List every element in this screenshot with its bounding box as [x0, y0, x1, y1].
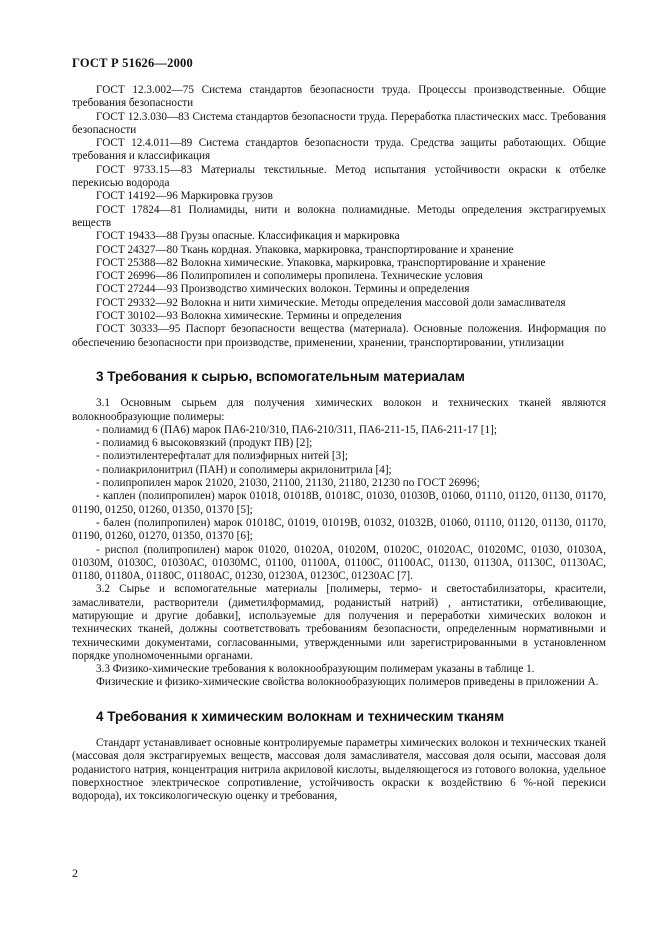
reference-item: ГОСТ 12.3.002—75 Система стандартов безопасности труда. Процессы производственные. Общие требования безопасности [72, 84, 606, 110]
reference-item: ГОСТ 27244—93 Производство химических волокон. Термины и определения [96, 283, 470, 296]
reference-item: ГОСТ 29332—92 Волокна и нити химические. Методы определения массовой доли замасливателя [96, 296, 566, 309]
paragraph-3-3-annex: Физические и физико-химические свойства волокнообразующих полимеров приведены в приложении А. [96, 676, 599, 689]
reference-item: ГОСТ 26996—86 Полипропилен и сополимеры пропилена. Технические условия [96, 270, 483, 283]
reference-item: ГОСТ 14192—96 Маркировка грузов [96, 190, 273, 203]
section-3-title: 3 Требования к сырью, вспомогательным материалам [96, 368, 465, 384]
polymer-list-item: - бален (полипропилен) марок 01018С, 01019, 01019В, 01032, 01032В, 01060, 01110, 01120, 01130, 01170, 01190, 01260, 01270, 01350, 01370 [6]; [72, 516, 606, 543]
polymer-list-item: - полипропилен марок 21020, 21030, 21100, 21130, 21180, 21230 по ГОСТ 26996; [96, 477, 480, 490]
reference-item: ГОСТ 30333—95 Паспорт безопасности вещества (материала). Основные положения. Информация по обеспечению безопасности при производстве, применении, хранении, транспортировании, утилизации [72, 323, 606, 349]
reference-item: ГОСТ 9733.15—83 Материалы текстильные. Метод испытания устойчивости окраски к отбелке перекисью водорода [72, 163, 606, 190]
polymer-list-item: - риспол (полипропилен) марок 01020, 01020А, 01020М, 01020С, 01020АС, 01020МС, 01030, 01030А, 01030М, 01030С, 01030АС, 01030МС, 01100, 01100А, 01100С, 01100АС, 01130, 01130А, 01130С, 01130АС, 01180, 01180А, 01180С, 01180АС, 01230, 01230А, 01230С, 01230АС [7]. [72, 543, 606, 583]
paragraph-3-2: 3.2 Сырье и вспомогательные материалы [полимеры, термо- и светостабилизаторы, красители, замасливатели, растворители (диметилформамид, роданистый натрий) , антистатики, отбеливающие, матирующие и другие добавки], используемые для получения и переработки химических волокон и технических тканей, должны соответствовать требованиям безопасности, определенным нормативными и техническими документами, согласованными, утвержденными или зарегистрированными в установленном порядке уполномоченными органами. [72, 583, 606, 662]
paragraph-3-1: 3.1 Основным сырьем для получения химических волокон и технических тканей являются волокнообразующие полимеры: [72, 397, 606, 423]
polymer-list-item: - каплен (полипропилен) марок 01018, 01018В, 01018С, 01030, 01030В, 01060, 01110, 01120, 01130, 01170, 01190, 01250, 01260, 01350, 01370 [5]; [72, 490, 606, 516]
document-body [72, 84, 606, 804]
polymer-list-item: - полиамид 6 (ПА6) марок ПА6-210/310, ПА6-210/311, ПА6-211-15, ПА6-211-17 [1]; [96, 423, 497, 436]
polymer-list-item: - полиэтилентерефталат для полиэфирных нитей [3]; [96, 450, 349, 463]
reference-item: ГОСТ 12.3.030—83 Система стандартов безопасности труда. Переработка пластических масс. Требования безопасности [72, 110, 606, 136]
polymer-list-item: - полиамид 6 высоковязкий (продукт ПВ) [2]; [96, 437, 313, 450]
reference-item: ГОСТ 19433—88 Грузы опасные. Классификация и маркировка [96, 230, 400, 243]
section-4-title: 4 Требования к химическим волокнам и техническим тканям [96, 708, 505, 724]
paragraph-3-3: 3.3 Физико-химические требования к волокнообразующим полимерам указаны в таблице 1. [96, 663, 535, 676]
page-number: 2 [72, 866, 78, 880]
polymer-list-item: - полиакрилонитрил (ПАН) и сополимеры акрилонитрила [4]; [96, 463, 392, 476]
reference-item: ГОСТ 24327—80 Ткань кордная. Упаковка, маркировка, транспортирование и хранение [96, 243, 514, 256]
reference-item: ГОСТ 25388—82 Волокна химические. Упаковка, маркировка, транспортирование и хранение [96, 256, 546, 269]
reference-item: ГОСТ 30102—93 Волокна химические. Термины и определения [96, 310, 402, 323]
reference-item: ГОСТ 12.4.011—89 Система стандартов безопасности труда. Средства защиты работающих. Общие требования и классификация [72, 137, 606, 163]
paragraph-4-intro: Стандарт устанавливает основные контролируемые параметры химических волокон и технических тканей (массовая доля экстрагируемых веществ, массовая доля замасливателя, массовая доля осыпи, массовая доля роданистого натрия, концентрация нитрила акриловой кислоты, выделяющегося из готового волокна, удельное поверхностное электрическое сопротивление, устойчивость окраски к воздействию 6 %-ной перекиси водорода), их токсикологическую оценку и требования, [72, 737, 606, 803]
document-header: ГОСТ Р 51626—2000 [72, 56, 193, 70]
reference-item: ГОСТ 17824—81 Полиамиды, нити и волокна полиамидные. Методы определения экстрагируемых веществ [72, 203, 606, 229]
